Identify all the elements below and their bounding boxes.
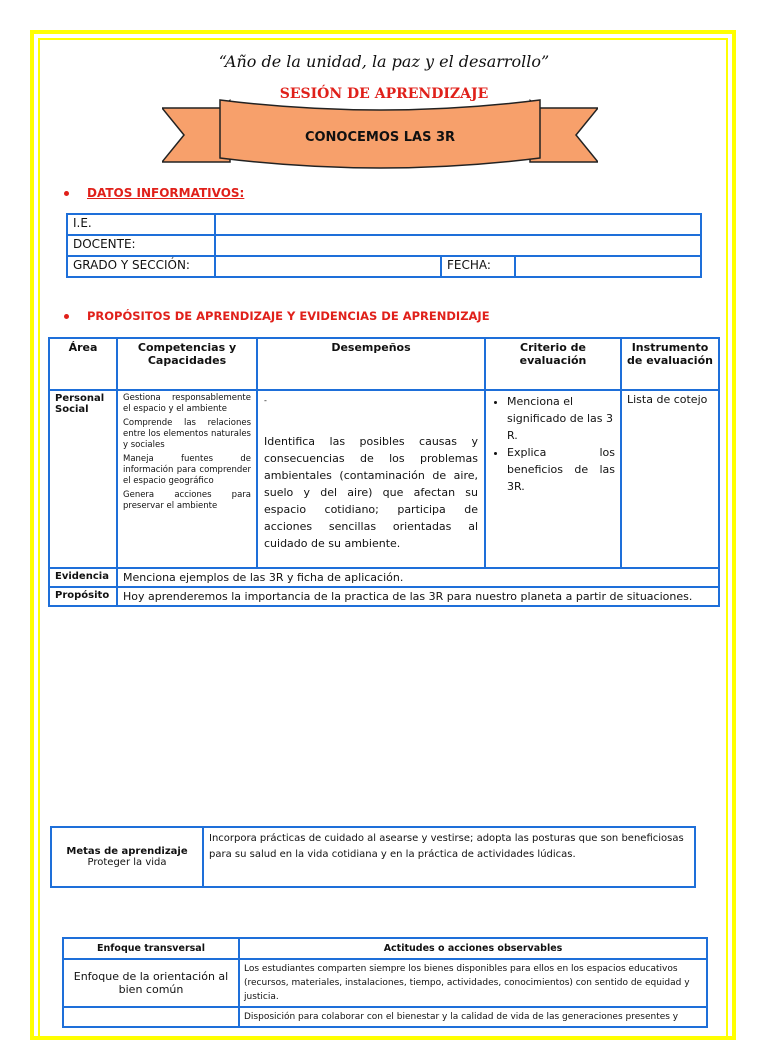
grado-value-cell: [215, 256, 441, 277]
capacity-item: Genera acciones para preservar el ambiente: [123, 490, 251, 511]
fecha-label: FECHA:: [441, 256, 515, 277]
motto: “Año de la unidad, la paz y el desarrollo”: [218, 52, 550, 71]
enfoque-row-text: Los estudiantes comparten siempre los bienes disponibles para ellos en los espacios educativos (recursos, materiales, instalaciones, tiempo, actividades, conocimientos) con sentido de equidad y justicia.: [239, 959, 707, 1007]
ie-value-cell: [215, 214, 701, 235]
grado-label: GRADO Y SECCIÓN:: [67, 256, 215, 277]
desempeno-text: Identifica las posibles causas y consecuencias de los problemas ambientales (contaminación de aire, suelo y del aire) que afectan su espacio cotidiano; participa de acciones sencillas orientadas al cuidado de su ambiente.: [264, 435, 478, 550]
col-instrumento: Instrumento de evaluación: [621, 338, 719, 390]
enfoque-row-text: Disposición para colaborar con el bienestar y la calidad de vida de las generaciones presentes y: [239, 1007, 707, 1027]
capacity-item: Comprende las relaciones entre los elementos naturales y sociales: [123, 418, 251, 450]
col-area: Área: [49, 338, 117, 390]
proposito-label: Propósito: [49, 587, 117, 606]
docente-label: DOCENTE:: [67, 235, 215, 256]
bullet-icon: [64, 314, 69, 319]
capacity-item: Maneja fuentes de información para comprender el espacio geográfico: [123, 454, 251, 486]
metas-line-2: para su salud en la vida cotidiana y en la práctica de actividades lúdicas.: [209, 849, 576, 860]
evidencia-label: Evidencia: [49, 568, 117, 587]
criteria-item: • Menciona el significado de las 3 R.: [507, 393, 615, 444]
evidencia-text: Menciona ejemplos de las 3R y ficha de aplicación.: [117, 568, 719, 587]
enfoque-row-name: Enfoque de la orientación al bien común: [63, 959, 239, 1007]
desempeno-dash: -: [264, 396, 267, 405]
section-datos-heading: DATOS INFORMATIVOS:: [64, 186, 244, 200]
proposito-text: Hoy aprenderemos la importancia de la practica de las 3R para nuestro planeta a partir de situaciones.: [117, 587, 719, 606]
datos-table: [66, 213, 702, 278]
metas-label: Metas de aprendizaje: [66, 846, 188, 857]
capacities-cell: [117, 390, 257, 568]
col-enfoque: Enfoque transversal: [63, 938, 239, 959]
propositos-table: [48, 337, 720, 607]
col-actitudes: Actitudes o acciones observables: [239, 938, 707, 959]
metas-label-cell: [51, 827, 203, 887]
metas-line-1: Incorpora prácticas de cuidado al asearse y vestirse; adopta las posturas que son beneficiosas: [209, 833, 684, 844]
metas-text-cell: [203, 827, 695, 887]
area-cell: Personal Social: [49, 390, 117, 568]
ie-label: I.E.: [67, 214, 215, 235]
docente-value-cell: [215, 235, 701, 256]
desempeno-cell: [257, 390, 485, 568]
criteria-cell: [485, 390, 621, 568]
col-criterio: Criterio de evaluación: [485, 338, 621, 390]
bullet-icon: [64, 191, 69, 196]
banner-title: CONOCEMOS LAS 3R: [304, 130, 456, 145]
metas-sublabel: Proteger la vida: [87, 857, 167, 868]
col-desempenos: Desempeños: [257, 338, 485, 390]
col-competencias: Competencias y Capacidades: [117, 338, 257, 390]
criteria-item: • Explica los beneficios de las 3R.: [507, 444, 615, 495]
capacity-item: Gestiona responsablemente el espacio y el ambiente: [123, 393, 251, 414]
session-title: SESIÓN DE APRENDIZAJE: [279, 86, 489, 102]
enfoque-table: [62, 937, 708, 1028]
metas-table: [50, 826, 696, 888]
instrument-cell: Lista de cotejo: [621, 390, 719, 568]
fecha-value-cell: [515, 256, 701, 277]
section-propositos-heading: PROPÓSITOS DE APRENDIZAJE Y EVIDENCIAS DE APRENDIZAJE: [64, 309, 490, 323]
enfoque-row-name: [63, 1007, 239, 1027]
